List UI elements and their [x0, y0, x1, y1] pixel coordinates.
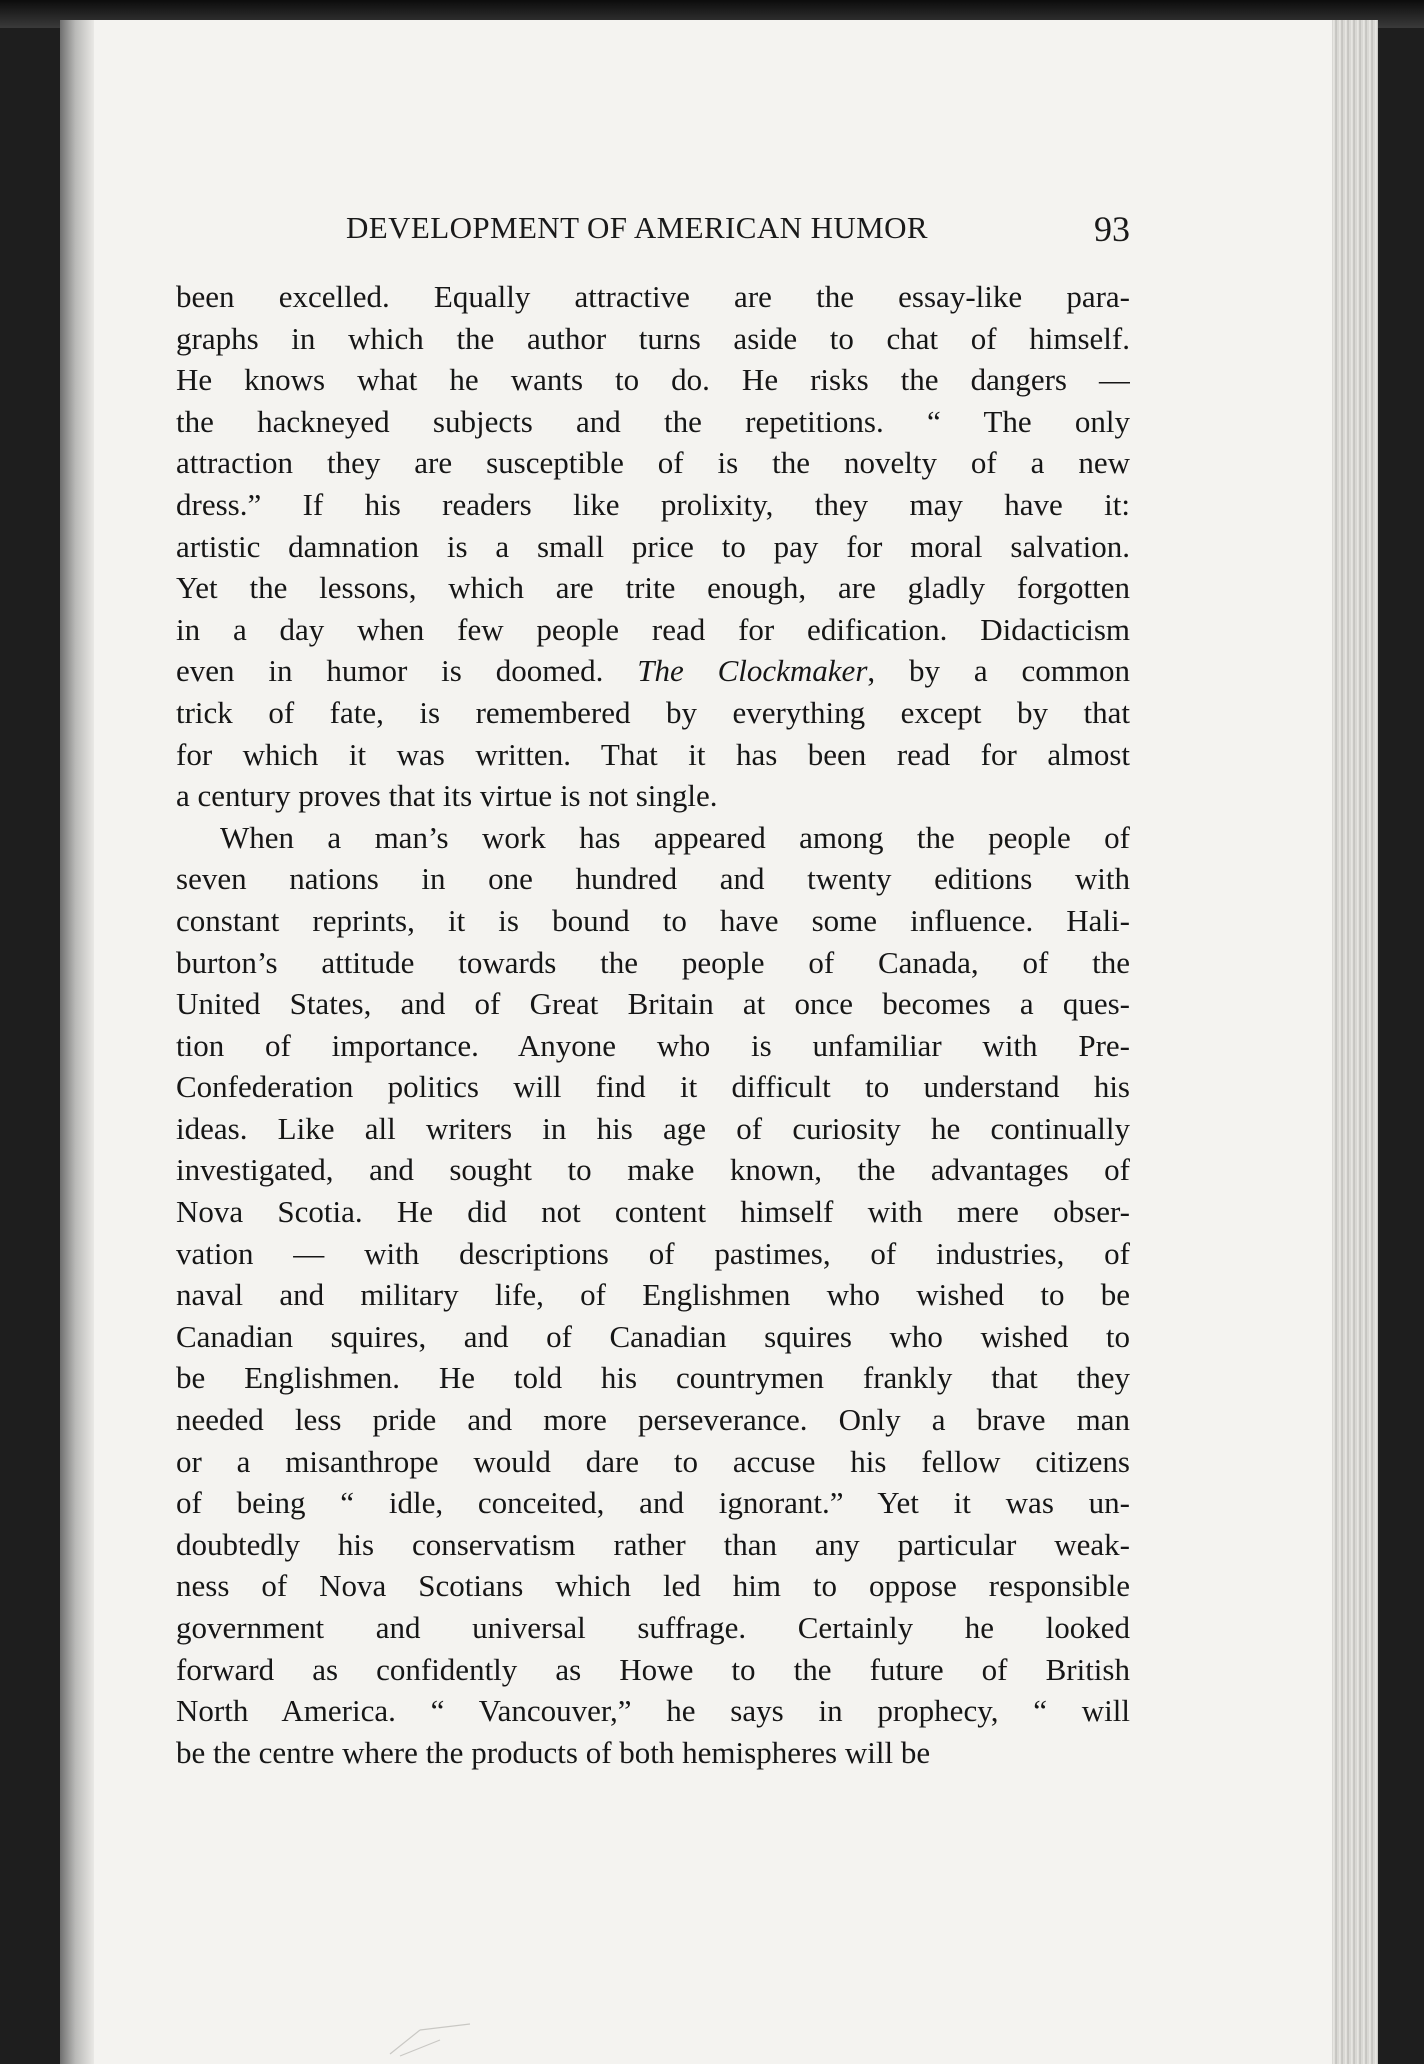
text-segment: the hackneyed subjects and the repetitions. “ The only	[176, 403, 1130, 439]
text-segment: North America. “ Vancouver,” he says in prophecy, “ will	[176, 1693, 1130, 1729]
book-title-italic: The Clockmaker	[637, 653, 868, 689]
page-fore-edge	[1332, 20, 1378, 2064]
text-segment: artistic damnation is a small price to pay for moral salvation.	[176, 528, 1130, 564]
text-line	[176, 401, 1130, 443]
text-line	[176, 858, 1130, 900]
text-line	[176, 1025, 1130, 1067]
paragraph	[176, 276, 1130, 817]
text-segment: United States, and of Great Britain at once becomes a ques-	[176, 986, 1130, 1022]
text-segment: dress.” If his readers like prolixity, they may have it:	[176, 486, 1130, 522]
text-segment: a century proves that its virtue is not single.	[176, 778, 718, 814]
text-segment: seven nations in one hundred and twenty editions with	[176, 861, 1130, 897]
text-line	[176, 775, 1130, 817]
text-segment: needed less pride and more perseverance. Only a brave man	[176, 1402, 1130, 1438]
text-line	[176, 1233, 1130, 1275]
text-line	[176, 817, 1130, 859]
paragraph	[176, 817, 1130, 1774]
text-line	[176, 359, 1130, 401]
text-line	[176, 1191, 1130, 1233]
text-line	[176, 1649, 1130, 1691]
text-line	[176, 526, 1130, 568]
text-segment: Confederation politics will find it difficult to understand his	[176, 1069, 1130, 1105]
text-segment: attraction they are susceptible of is the novelty of a new	[176, 445, 1130, 481]
text-segment: be the centre where the products of both hemispheres will be	[176, 1734, 931, 1770]
text-line	[176, 1441, 1130, 1483]
text-segment: trick of fate, is remembered by everything except by that	[176, 694, 1130, 730]
running-head-title: DEVELOPMENT OF AMERICAN HUMOR	[346, 210, 928, 245]
text-line	[176, 484, 1130, 526]
text-line	[176, 1316, 1130, 1358]
text-line	[176, 567, 1130, 609]
book-page	[60, 20, 1378, 2064]
text-segment: be Englishmen. He told his countrymen frankly that they	[176, 1360, 1130, 1396]
text-line	[176, 650, 1130, 692]
text-line	[176, 1482, 1130, 1524]
text-segment: government and universal suffrage. Certainly he looked	[176, 1610, 1130, 1645]
text-line	[176, 942, 1130, 984]
text-line	[176, 1524, 1130, 1566]
text-segment: or a misanthrope would dare to accuse his fellow citizens	[176, 1443, 1130, 1479]
text-segment: graphs in which the author turns aside to chat of himself.	[176, 320, 1130, 356]
text-line	[176, 1399, 1130, 1441]
text-line	[176, 1357, 1130, 1399]
text-segment: burton’s attitude towards the people of Canada, of the	[176, 944, 1130, 980]
text-line	[176, 1732, 1130, 1774]
text-line	[176, 1607, 1130, 1649]
text-line	[176, 442, 1130, 484]
text-segment: tion of importance. Anyone who is unfamiliar with Pre-	[176, 1027, 1130, 1063]
text-segment: even in humor is doomed.	[176, 653, 638, 689]
text-segment: ideas. Like all writers in his age of curiosity he continually	[176, 1110, 1130, 1146]
text-segment: He knows what he wants to do. He risks the dangers —	[176, 362, 1130, 398]
page-number: 93	[1094, 209, 1130, 249]
text-line	[176, 609, 1130, 651]
text-segment: investigated, and sought to make known, the advantages of	[176, 1152, 1130, 1188]
text-line	[176, 1565, 1130, 1607]
text-segment: Nova Scotia. He did not content himself with mere obser-	[176, 1194, 1130, 1230]
text-line	[176, 1690, 1130, 1732]
text-segment: Yet the lessons, which are trite enough, are gladly forgotten	[176, 570, 1130, 606]
scan-smudge-mark	[380, 2010, 540, 2060]
text-segment: doubtedly his conservatism rather than any particular weak-	[176, 1526, 1130, 1562]
text-segment: been excelled. Equally attractive are the essay-like para-	[176, 279, 1130, 314]
body-text	[176, 276, 1130, 1773]
text-segment: for which it was written. That it has been read for almost	[176, 736, 1130, 772]
text-segment: naval and military life, of Englishmen who wished to be	[176, 1277, 1130, 1313]
text-line	[176, 1149, 1130, 1191]
text-line	[176, 276, 1130, 318]
text-line	[176, 692, 1130, 734]
text-line	[176, 1108, 1130, 1150]
running-head	[178, 190, 1130, 249]
text-line	[176, 734, 1130, 776]
text-segment: constant reprints, it is bound to have some influence. Hali-	[176, 902, 1130, 938]
text-line	[176, 318, 1130, 360]
text-segment: vation — with descriptions of pastimes, of industries, of	[176, 1235, 1130, 1271]
page-gutter-shadow	[60, 20, 94, 2064]
text-line	[176, 1274, 1130, 1316]
text-segment: Canadian squires, and of Canadian squires who wished to	[176, 1318, 1130, 1354]
text-segment: of being “ idle, conceited, and ignorant.” Yet it was un-	[176, 1485, 1130, 1521]
text-segment: ness of Nova Scotians which led him to oppose responsible	[176, 1568, 1130, 1604]
text-line	[176, 1066, 1130, 1108]
text-segment: , by a common	[867, 653, 1130, 689]
text-segment: forward as confidently as Howe to the future of British	[176, 1651, 1130, 1687]
text-line	[176, 983, 1130, 1025]
text-segment: in a day when few people read for edification. Didacticism	[176, 611, 1130, 647]
text-segment: When a man’s work has appeared among the people of	[220, 819, 1130, 855]
text-line	[176, 900, 1130, 942]
